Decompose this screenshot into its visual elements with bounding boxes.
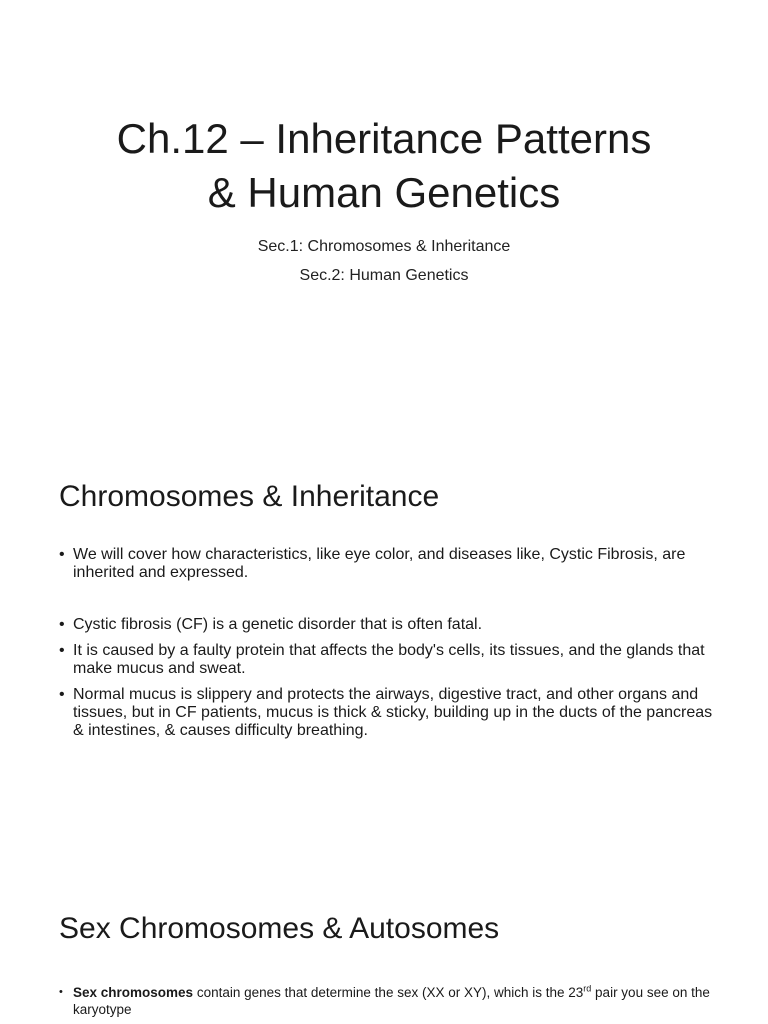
bullet-text-tail: pair you see on the karyotype — [73, 985, 710, 1017]
slide-title-line-1: Ch.12 – Inheritance Patterns — [116, 115, 652, 162]
slide-subtitle — [0, 232, 768, 290]
bullet-icon: • — [59, 642, 65, 659]
bullet-item — [59, 984, 719, 1018]
title-slide — [0, 0, 768, 435]
bullet-item — [59, 642, 719, 678]
slide-heading: Chromosomes & Inheritance — [59, 480, 440, 513]
bullet-icon: • — [59, 546, 65, 563]
slide-title-line-2: & Human Genetics — [207, 169, 561, 216]
bullet-list — [59, 984, 719, 1018]
bullet-icon: • — [59, 686, 65, 703]
bullet-item — [59, 686, 719, 740]
subtitle-line-1: Sec.1: Chromosomes & Inheritance — [257, 238, 511, 255]
bold-term: Sex chromosomes — [73, 985, 194, 1000]
bullet-list — [59, 546, 719, 740]
chromosomes-inheritance-slide — [0, 435, 768, 890]
bullet-text: Cystic fibrosis (CF) is a genetic disorder that is often fatal. — [73, 616, 483, 633]
superscript: rd — [583, 983, 592, 994]
bullet-text: Normal mucus is slippery and protects the airways, digestive tract, and other organs and tissues, but in CF patients, mucus is thick & sticky, building up in the ducts of the pancreas & intestines, & causes difficulty breathing. — [73, 686, 713, 739]
slide-title — [0, 112, 768, 220]
subtitle-line-2: Sec.2: Human Genetics — [299, 267, 469, 284]
bullet-text: It is caused by a faulty protein that affects the body's cells, its tissues, and the glands that make mucus and sweat. — [73, 642, 705, 677]
bullet-icon: • — [59, 616, 65, 633]
bullet-item — [59, 616, 719, 634]
bullet-icon: • — [59, 986, 63, 998]
sex-chromosomes-slide — [0, 890, 768, 1024]
bullet-item — [59, 546, 719, 582]
title-block — [0, 112, 768, 290]
bullet-text: We will cover how characteristics, like eye color, and diseases like, Cystic Fibrosis, are inherited and expressed. — [73, 546, 686, 581]
bullet-text: contain genes that determine the sex (XX or XY), which is the 23 — [193, 985, 584, 1000]
slide-heading: Sex Chromosomes & Autosomes — [59, 912, 500, 945]
